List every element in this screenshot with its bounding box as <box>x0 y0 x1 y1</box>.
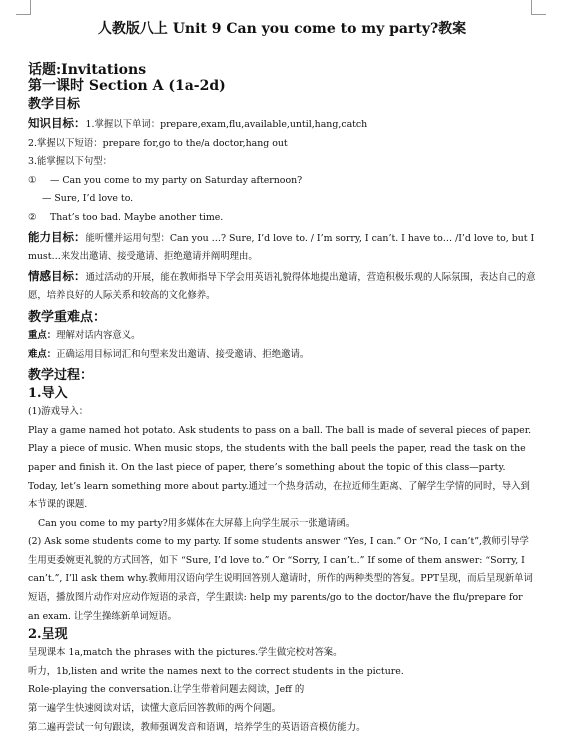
step-1-question: Can you come to my party?用多媒体在大屏幕上向学生展示一张邀请函。 <box>38 517 356 529</box>
knowledge-goal-label: 知识目标： <box>28 116 86 130</box>
topic-heading: 话题:Invitations <box>28 62 147 78</box>
emotion-goal-label: 情感目标： <box>28 268 86 283</box>
sentence-pattern-1-reply: — Sure, I’d love to. <box>42 193 134 205</box>
difficulty-label: 难点： <box>28 348 57 360</box>
step-2-line-2: 听力，1b,listen and write the names next to the correct students in the picture. <box>28 665 404 677</box>
ability-goal-text: 能听懂并运用句型：Can you …? Sure, I’d love to. / I’m sorry, I can’t. I have to… /I’d love to, but I must…来发出邀请、接受邀请、拒绝邀请并阐明理由。 <box>28 232 535 263</box>
step-1-paragraph-2: (2) Ask some students come to my party. If some students answer “Yes, I can.” Or “No, I can’t”,教师引导学生用更委婉更礼貌的方式回答，如下 “Sure, I’d love to.” Or “Sorry, I can’t..” If some of them answer: “Sorry, I can’t.”, I’ll ask them why.教师用汉语向学生说明回答别人邀请时，所作的两种类型的答复。PPT呈现，而后呈现新单词短语，播放图片动作对应动作短语的录音，学生跟读: help my parents/go to the doctor/have the flu/prepare for an exam. 让学生操练新单词短语。 <box>28 536 533 622</box>
focus-label: 重点： <box>28 329 57 341</box>
sentence-marker-1: ① <box>28 174 37 186</box>
goals-heading: 教学目标 <box>28 97 81 112</box>
step-2-line-3: Role-playing the conversation.让学生带着问题去阅读，Jeff 的 <box>28 684 305 696</box>
step-1-subheading: (1)游戏导入： <box>28 406 89 418</box>
step-2-line-4: 第一遍学生快速阅读对话，读懂大意后回答教师的两个问题。 <box>28 703 282 715</box>
step-1-heading: 1.导入 <box>28 386 68 402</box>
process-heading: 教学过程： <box>28 368 94 384</box>
step-1-paragraph-1: Play a game named hot potato. Ask students to pass on a ball. The ball is made of several pieces of paper. Play a piece of music. When music stops, the students with the ball peels the paper, read the task on the paper and finish it. On the last piece of paper, there’s something about the topic of this class—party. Today, let’s learn something more about party.通过一个热身活动，在拉近师生距离、了解学生学情的同时，导入到本节课的课题. <box>28 424 532 511</box>
difficulty-line <box>28 346 536 365</box>
page-corner-mark-right <box>531 0 546 15</box>
ability-goal-label: 能力目标： <box>28 229 86 244</box>
sentence-marker-2: ② <box>28 211 37 223</box>
emotion-goal-text: 通过活动的开展，能在教师指导下学会用英语礼貌得体地提出邀请，营造积极乐观的人际氛围，表达自己的意愿，培养良好的人际关系和较高的文化修养。 <box>28 271 536 302</box>
knowledge-goal-line-2: 2.掌握以下短语：prepare for,go to the/a doctor,hang out <box>28 137 288 149</box>
sentence-pattern-2 <box>28 209 536 228</box>
knowledge-goal-text: 1.掌握以下单词：prepare,exam,flu,available,until,hang,catch <box>85 119 368 130</box>
knowledge-goal-line-1 <box>28 114 536 135</box>
step-2-line-5: 第二遍再尝试一句句跟读，教师强调发音和语调，培养学生的英语语音模仿能力。 <box>28 721 366 733</box>
focus-line <box>28 327 536 346</box>
ability-goal <box>28 228 536 267</box>
step-2-line-1: 呈现课本 1a,match the phrases with the pictures.学生做完校对答案。 <box>28 647 343 659</box>
emotion-goal <box>28 267 536 306</box>
lesson-heading: 第一课时 Section A (1a-2d) <box>28 78 226 94</box>
sentence-pattern-2-text: That’s too bad. Maybe another time. <box>50 211 224 223</box>
key-points-heading: 教学重难点： <box>28 309 107 325</box>
page-corner-mark-left <box>16 0 31 15</box>
sentence-pattern-1-text: — Can you come to my party on Saturday afternoon? <box>50 174 303 186</box>
sentence-pattern-1 <box>28 172 536 191</box>
difficulty-text: 正确运用目标词汇和句型来发出邀请、接受邀请、拒绝邀请。 <box>56 348 310 360</box>
step-2-heading: 2.呈现 <box>28 627 68 643</box>
knowledge-goal-line-3: 3.能掌握以下句型： <box>28 156 112 168</box>
document-title: 人教版八上 Unit 9 Can you come to my party?教案 <box>97 21 467 37</box>
document-page <box>28 18 536 737</box>
focus-text: 理解对话内容意义。 <box>56 329 141 341</box>
